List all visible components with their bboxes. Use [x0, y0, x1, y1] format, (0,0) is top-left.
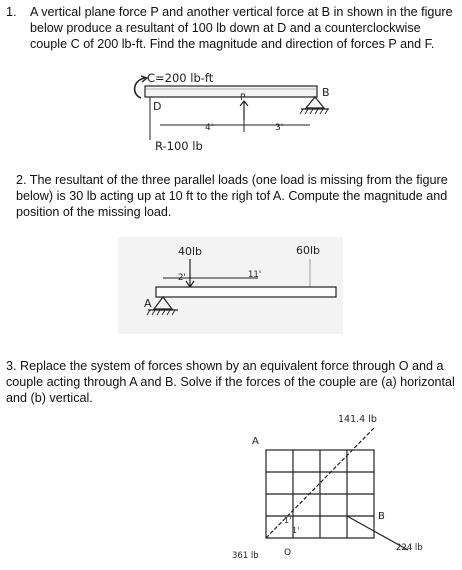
dim-4ft: 4' [205, 123, 214, 133]
beam-2 [156, 287, 336, 297]
problem-2 [16, 172, 456, 220]
grid [266, 450, 374, 538]
problem-3-text: Replace the system of forces shown by an equivalent force through O and a couple acting through A and B. Solve if the forces of the couple are (a) horizontal and (b) vertical. [6, 359, 455, 405]
problem-3 [6, 358, 458, 406]
label-p: P [240, 93, 246, 103]
problem-2-number: 2. [16, 173, 27, 187]
problem-1-text: A vertical plane force P and another vertical force at B in shown in the figure below produce a resultant of 100 lb down at D and a counterclockwise couple C of 200 lb-ft. Find the magnitude and direction of forces P and F. [30, 5, 453, 51]
problem-2-text: The resultant of the three parallel loads (one load is missing from the figure below) is 30 lb acting up at 10 ft to the righ tof A. Compute the magnitude and position of the missing load. [16, 173, 448, 219]
label-o: O [284, 548, 292, 558]
force-361-label: 361 lb [232, 551, 259, 561]
couple-label: C=200 lb-ft [147, 72, 214, 85]
dim-2ft: 2' [178, 273, 186, 283]
problem-3-number: 3. [6, 359, 17, 373]
dim-3ft: 3' [275, 123, 284, 133]
beam-1 [145, 86, 317, 97]
force-141-label: 141.4 lb [338, 414, 377, 425]
dim-1ft-b: 1' [292, 526, 300, 535]
figure-1 [125, 72, 340, 162]
figure-3 [228, 410, 436, 565]
label-b: B [322, 86, 330, 99]
force-224-label: 224 lb [396, 543, 423, 553]
problem-1-number: 1. [6, 5, 17, 19]
label-b: B [378, 511, 385, 522]
dim-1ft-a: 1' [284, 516, 292, 525]
label-d: D [153, 100, 162, 113]
figure-2 [118, 237, 343, 334]
resultant-label: R-100 lb [155, 139, 203, 153]
load-60lb-label: 60lb [296, 244, 321, 257]
label-a: A [252, 436, 259, 447]
label-a: A [144, 297, 152, 310]
dim-11ft: 11' [248, 270, 262, 280]
load-40lb-label: 40lb [178, 245, 203, 258]
